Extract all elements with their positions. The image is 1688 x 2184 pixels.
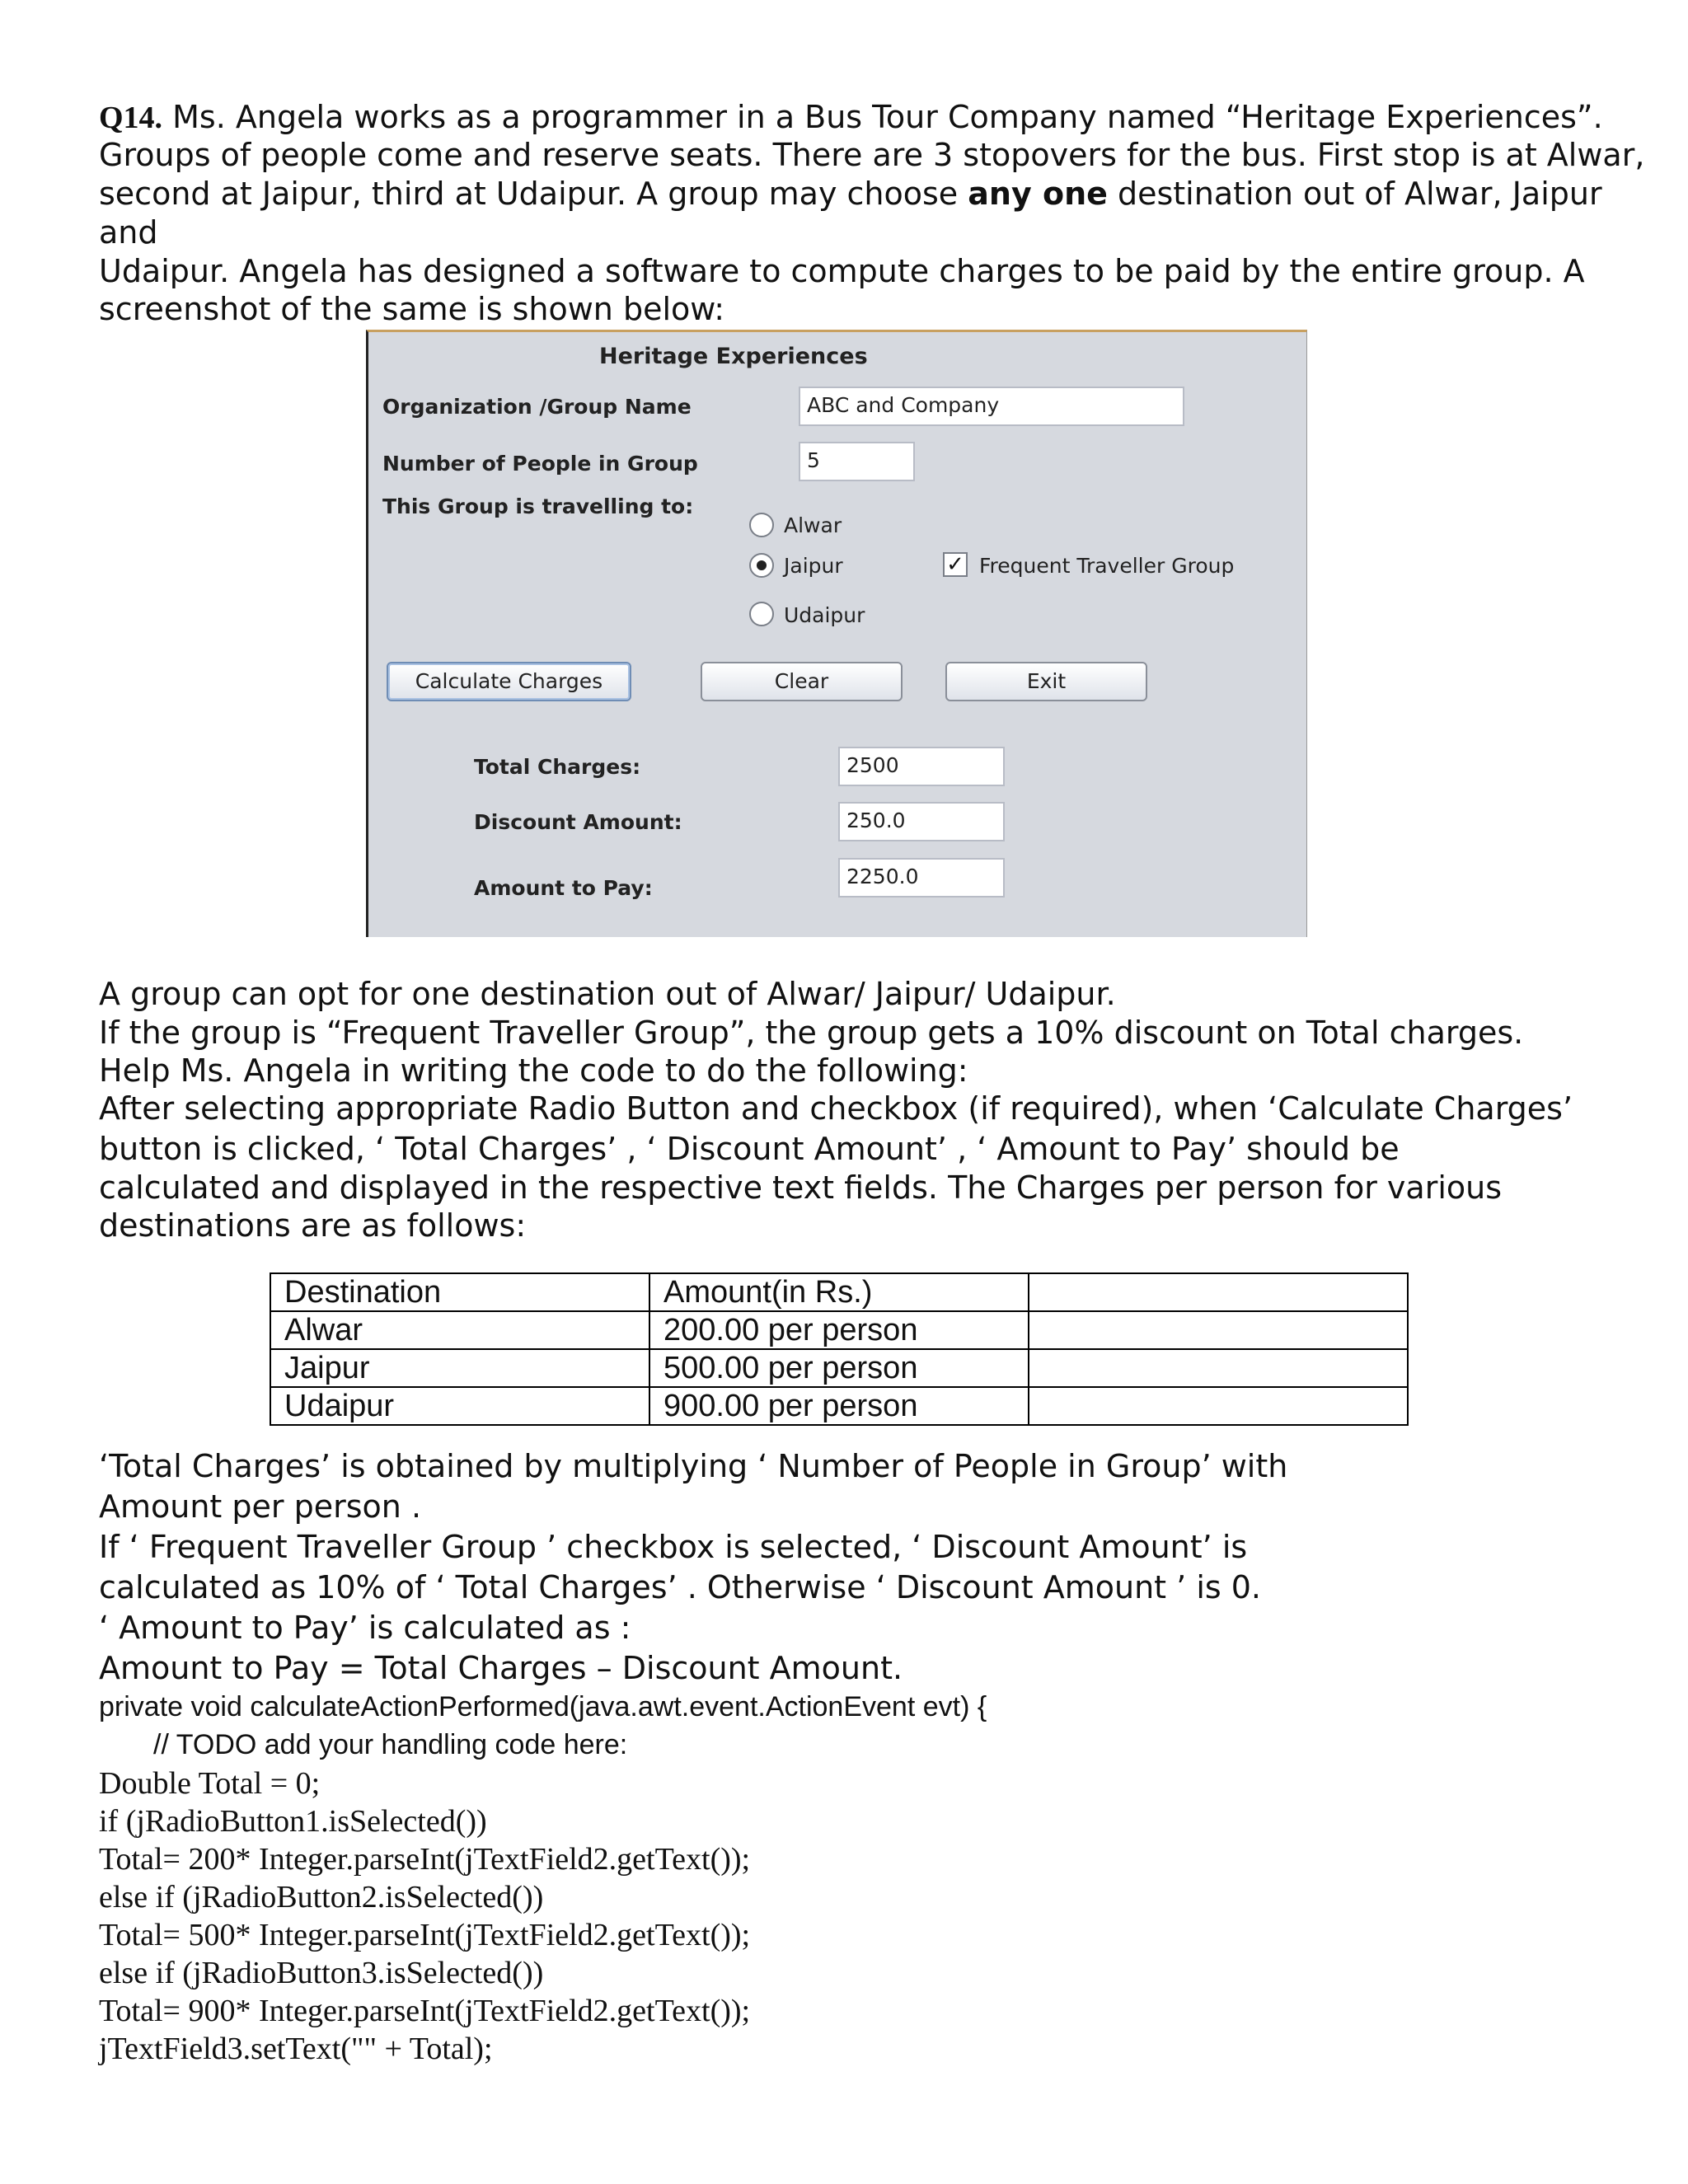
table-cell: Alwar <box>270 1311 649 1349</box>
explain-line-2: Amount per person . <box>99 1488 422 1525</box>
question-line-6: screenshot of the same is shown below: <box>99 291 725 327</box>
code-line: else if (jRadioButton2.isSelected()) <box>99 1880 544 1915</box>
travel-label: This Group is travelling to: <box>382 494 694 518</box>
body-line-1: A group can opt for one destination out of Alwar/ Jaipur/ Udaipur. <box>99 976 1116 1012</box>
code-signature: private void calculateActionPerformed(java.awt.event.ActionEvent evt) { <box>99 1691 987 1722</box>
radio-jaipur[interactable] <box>749 553 774 578</box>
question-line-1: Q14. Ms. Angela works as a programmer in a Bus Tour Company named “Heritage Experiences”. <box>99 99 1603 135</box>
code-line: if (jRadioButton1.isSelected()) <box>99 1804 487 1839</box>
radio-udaipur-label: Udaipur <box>784 603 865 627</box>
table-cell <box>1029 1387 1408 1425</box>
table-cell: 900.00 per person <box>649 1387 1029 1425</box>
discount-amount-label: Discount Amount: <box>474 810 682 834</box>
explain-line-3: If ‘ Frequent Traveller Group ’ checkbox is selected, ‘ Discount Amount’ is <box>99 1529 1248 1565</box>
table-cell: 500.00 per person <box>649 1349 1029 1387</box>
table-row <box>270 1311 1408 1349</box>
body-line-4: After selecting appropriate Radio Button and checkbox (if required), when ‘Calculate Charges’ <box>99 1090 1573 1127</box>
explain-line-1: ‘Total Charges’ is obtained by multiplying ‘ Number of People in Group’ with <box>99 1448 1288 1484</box>
table-cell <box>1029 1349 1408 1387</box>
explain-line-6: Amount to Pay = Total Charges – Discount Amount. <box>99 1650 903 1686</box>
frequent-traveller-checkbox[interactable]: ✓ <box>943 552 968 577</box>
radio-udaipur[interactable] <box>749 602 774 626</box>
body-line-7: destinations are as follows: <box>99 1207 527 1244</box>
code-todo-comment: // TODO add your handling code here: <box>153 1729 628 1760</box>
body-line-3: Help Ms. Angela in writing the code to do the following: <box>99 1052 968 1089</box>
question-number: Q14. <box>99 101 163 135</box>
people-label: Number of People in Group <box>382 452 698 476</box>
question-line-2: Groups of people come and reserve seats. There are 3 stopovers for the bus. First stop is at Alwar, <box>99 137 1645 173</box>
table-cell <box>1029 1311 1408 1349</box>
frequent-traveller-label: Frequent Traveller Group <box>979 554 1235 578</box>
table-cell: Jaipur <box>270 1349 649 1387</box>
question-line-4: and <box>99 214 158 251</box>
exit-button[interactable]: Exit <box>945 662 1147 701</box>
total-charges-field[interactable]: 2500 <box>838 747 1005 786</box>
table-cell: Destination <box>270 1273 649 1311</box>
body-line-6: calculated and displayed in the respective text fields. The Charges per person for various <box>99 1169 1503 1206</box>
code-line: Double Total = 0; <box>99 1766 321 1801</box>
heritage-app-window <box>366 330 1307 937</box>
amount-to-pay-label: Amount to Pay: <box>474 876 653 900</box>
table-row <box>270 1387 1408 1425</box>
table-cell: 200.00 per person <box>649 1311 1029 1349</box>
radio-alwar[interactable] <box>749 513 774 537</box>
discount-amount-field[interactable]: 250.0 <box>838 802 1005 841</box>
rates-table <box>270 1272 1409 1426</box>
org-label: Organization /Group Name <box>382 395 692 419</box>
calculate-charges-button[interactable]: Calculate Charges <box>387 662 631 701</box>
table-cell: Udaipur <box>270 1387 649 1425</box>
people-input[interactable]: 5 <box>799 442 915 481</box>
app-title: Heritage Experiences <box>599 344 868 369</box>
total-charges-label: Total Charges: <box>474 755 641 779</box>
table-cell: Amount(in Rs.) <box>649 1273 1029 1311</box>
code-line: Total= 900* Integer.parseInt(jTextField2.getText()); <box>99 1994 751 2028</box>
body-line-2: If the group is “Frequent Traveller Group”, the group gets a 10% discount on Total charges. <box>99 1015 1524 1051</box>
table-header-row <box>270 1273 1408 1311</box>
code-line: Total= 500* Integer.parseInt(jTextField2.getText()); <box>99 1918 751 1952</box>
clear-button[interactable]: Clear <box>701 662 903 701</box>
code-line: jTextField3.setText("" + Total); <box>99 2032 493 2066</box>
body-line-5: button is clicked, ‘ Total Charges’ , ‘ Discount Amount’ , ‘ Amount to Pay’ should be <box>99 1131 1400 1167</box>
amount-to-pay-field[interactable]: 2250.0 <box>838 858 1005 898</box>
table-row <box>270 1349 1408 1387</box>
table-cell <box>1029 1273 1408 1311</box>
radio-alwar-label: Alwar <box>784 513 842 537</box>
question-line-3: second at Jaipur, third at Udaipur. A group may choose any one destination out of Alwar, Jaipur <box>99 176 1602 212</box>
code-line: else if (jRadioButton3.isSelected()) <box>99 1956 544 1990</box>
code-line: Total= 200* Integer.parseInt(jTextField2.getText()); <box>99 1842 751 1877</box>
explain-line-4: calculated as 10% of ‘ Total Charges’ . Otherwise ‘ Discount Amount ’ is 0. <box>99 1569 1262 1605</box>
radio-jaipur-label: Jaipur <box>784 554 843 578</box>
org-name-input[interactable]: ABC and Company <box>799 387 1184 426</box>
question-line-5: Udaipur. Angela has designed a software to compute charges to be paid by the entire group. A <box>99 253 1585 289</box>
explain-line-5: ‘ Amount to Pay’ is calculated as : <box>99 1610 631 1646</box>
